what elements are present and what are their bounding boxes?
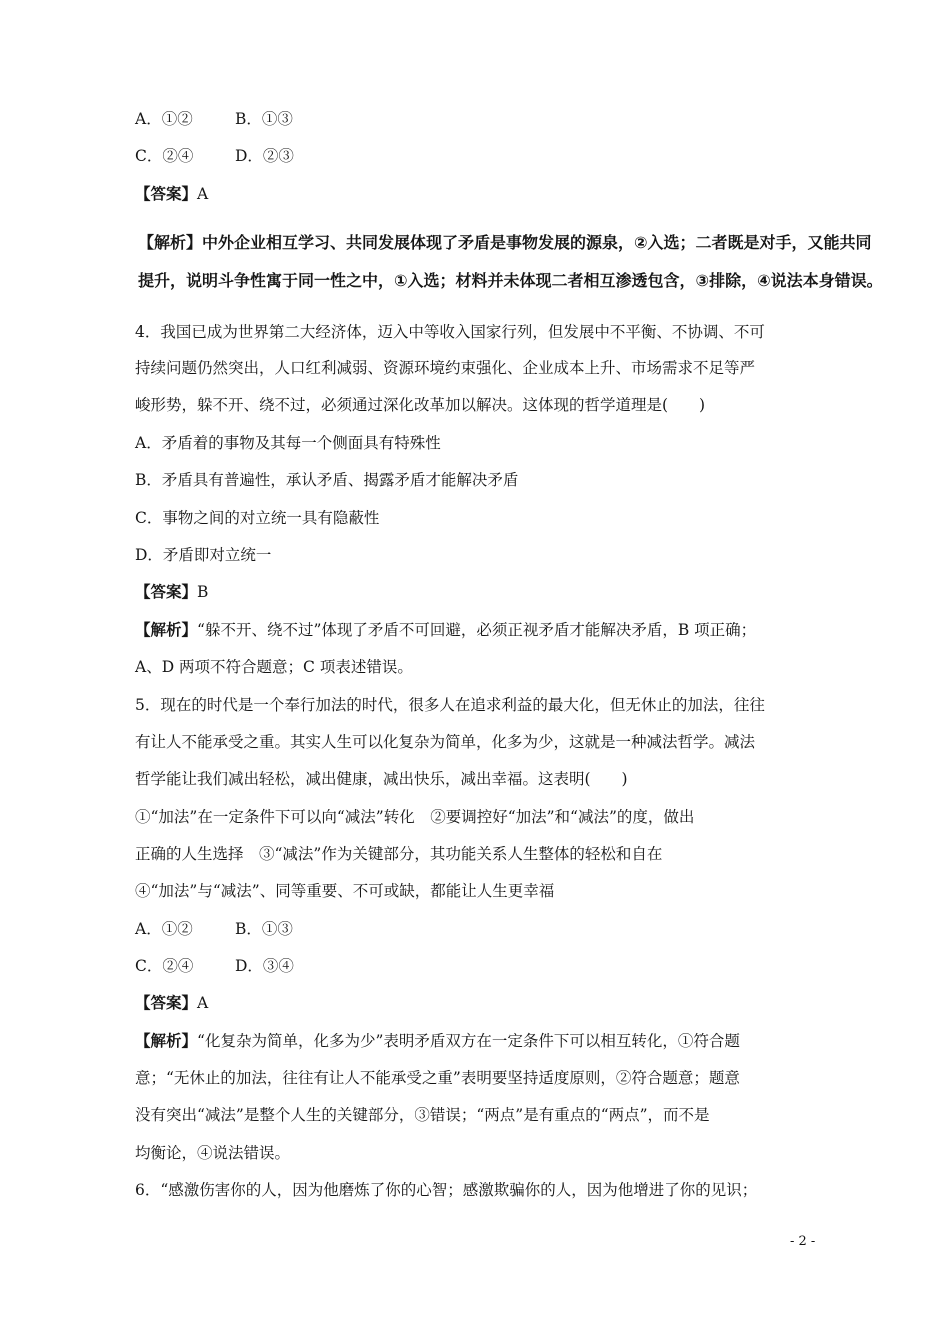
q3-option-d: D．②③ <box>235 147 294 165</box>
q5-analysis-text: “化复杂为简单，化多为少”表明矛盾双方在一定条件下可以相互转化，①符合题 <box>197 1032 740 1050</box>
q5-option-c: C．②④ <box>135 957 194 975</box>
q4-option-a: A．矛盾着的事物及其每一个侧面具有特殊性 <box>135 434 441 452</box>
q5-item-line1: ①“加法”在一定条件下可以向“减法”转化 ②要调控好“加法”和“减法”的度，做出 <box>135 808 695 826</box>
q4-option-d: D．矛盾即对立统一 <box>135 546 272 564</box>
q5-options-row1 <box>135 918 293 940</box>
q5-analysis-line2: 意；“无休止的加法，往往有让人不能承受之重”表明要坚持适度原则，②符合题意；题意 <box>135 1069 740 1087</box>
q3-analysis-line2: 提升，说明斗争性寓于同一性之中，①入选；材料并未体现二者相互渗透包含，③排除，④说法本身错误。 <box>138 271 883 290</box>
q5-analysis-line4: 均衡论，④说法错误。 <box>135 1144 291 1162</box>
q6-stem-line1: 6．“感激伤害你的人，因为他磨炼了你的心智；感激欺骗你的人，因为他增进了你的见识； <box>135 1181 758 1199</box>
q4-stem-line2: 持续问题仍然突出，人口红利减弱、资源环境约束强化、企业成本上升、市场需求不足等严 <box>135 359 756 377</box>
q4-analysis-tag: 【解析】 <box>135 621 198 639</box>
q5-option-a: A．①② <box>135 920 193 938</box>
q5-stem-line3: 哲学能让我们减出轻松，减出健康，减出快乐，减出幸福。这表明( ) <box>135 770 628 788</box>
q3-options-row2 <box>135 145 294 167</box>
q3-answer-tag: 【答案】 <box>135 185 198 203</box>
q4-option-b: B．矛盾具有普遍性，承认矛盾、揭露矛盾才能解决矛盾 <box>135 471 519 489</box>
q5-analysis-line3: 没有突出“减法”是整个人生的关键部分，③错误；“两点”是有重点的“两点”，而不是 <box>135 1106 710 1124</box>
q5-option-d: D．③④ <box>235 957 294 975</box>
q4-answer <box>135 581 208 603</box>
q3-option-b: B．①③ <box>235 110 293 128</box>
q5-options-row2 <box>135 955 294 977</box>
q5-answer <box>135 992 208 1014</box>
q4-answer-value: B <box>197 583 209 601</box>
q4-analysis-text: “躲不开、绕不过”体现了矛盾不可回避，必须正视矛盾才能解决矛盾，B 项正确； <box>197 621 757 639</box>
q5-analysis-tag: 【解析】 <box>135 1032 198 1050</box>
q5-stem-line1: 5．现在的时代是一个奉行加法的时代，很多人在追求利益的最大化，但无休止的加法，往往 <box>135 696 765 714</box>
q4-answer-tag: 【答案】 <box>135 583 198 601</box>
q3-analysis-line1: 【解析】中外企业相互学习、共同发展体现了矛盾是事物发展的源泉，②入选；二者既是对手，又能共同 <box>138 233 872 252</box>
q5-answer-value: A <box>197 994 209 1012</box>
q4-stem-line3: 峻形势，躲不开、绕不过，必须通过深化改革加以解决。这体现的哲学道理是( ) <box>135 396 706 414</box>
q5-stem-line2: 有让人不能承受之重。其实人生可以化复杂为简单，化多为少，这就是一种减法哲学。减法 <box>135 733 756 751</box>
q5-analysis-line1 <box>135 1030 740 1052</box>
q3-option-c: C．②④ <box>135 147 194 165</box>
page-number: - 2 - <box>790 1234 816 1249</box>
q5-option-b: B．①③ <box>235 920 293 938</box>
q4-analysis-line1 <box>135 619 756 641</box>
q3-answer <box>135 183 208 205</box>
q4-option-c: C．事物之间的对立统一具有隐蔽性 <box>135 509 380 527</box>
q5-item-line3: ④“加法”与“减法”、同等重要、不可或缺，都能让人生更幸福 <box>135 882 555 900</box>
q4-stem-line1: 4．我国已成为世界第二大经济体，迈入中等收入国家行列，但发展中不平衡、不协调、不可 <box>135 323 765 341</box>
q3-option-a: A．①② <box>135 110 193 128</box>
q3-answer-value: A <box>197 185 209 203</box>
q5-answer-tag: 【答案】 <box>135 994 198 1012</box>
q5-item-line2: 正确的人生选择 ③“减法”作为关键部分，其功能关系人生整体的轻松和自在 <box>135 845 663 863</box>
q4-analysis-line2: A、D 两项不符合题意；C 项表述错误。 <box>135 658 413 676</box>
q3-options-row1 <box>135 108 293 130</box>
